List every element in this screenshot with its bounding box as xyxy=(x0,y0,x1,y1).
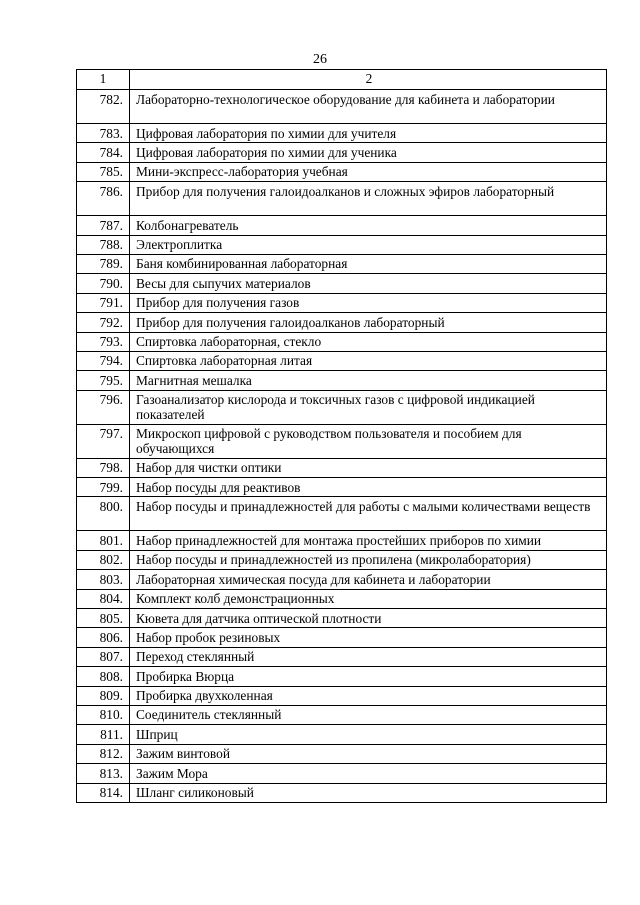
page-number: 26 xyxy=(313,52,327,67)
table-row xyxy=(77,783,607,802)
row-number: 798. xyxy=(77,458,130,477)
row-number: 810. xyxy=(77,705,130,724)
table-row xyxy=(77,351,607,370)
row-number: 788. xyxy=(77,235,130,254)
row-number: 794. xyxy=(77,351,130,370)
table-row xyxy=(77,531,607,550)
table-row xyxy=(77,725,607,744)
table-row xyxy=(77,90,607,124)
table-row xyxy=(77,124,607,143)
row-number: 805. xyxy=(77,609,130,628)
row-item-name: Набор принадлежностей для монтажа простейших приборов по химии xyxy=(130,531,607,550)
table-row xyxy=(77,254,607,273)
row-item-name: Набор посуды для реактивов xyxy=(130,478,607,497)
row-item-name: Лабораторно-технологическое оборудование для кабинета и лаборатории xyxy=(130,90,607,124)
row-item-name: Газоанализатор кислорода и токсичных газов с цифровой индикацией показателей xyxy=(130,390,607,424)
row-number: 812. xyxy=(77,744,130,763)
row-number: 787. xyxy=(77,216,130,235)
row-item-name: Кювета для датчика оптической плотности xyxy=(130,609,607,628)
row-number: 813. xyxy=(77,764,130,783)
row-item-name: Шприц xyxy=(130,725,607,744)
table-row xyxy=(77,313,607,332)
table-row xyxy=(77,143,607,162)
table-row xyxy=(77,478,607,497)
row-number: 799. xyxy=(77,478,130,497)
row-item-name: Соединитель стеклянный xyxy=(130,705,607,724)
table-row xyxy=(77,182,607,216)
table-row xyxy=(77,628,607,647)
row-item-name: Шланг силиконовый xyxy=(130,783,607,802)
row-number: 807. xyxy=(77,647,130,666)
table-row xyxy=(77,705,607,724)
table-row xyxy=(77,609,607,628)
row-number: 790. xyxy=(77,274,130,293)
row-number: 796. xyxy=(77,390,130,424)
table-row xyxy=(77,686,607,705)
table-row xyxy=(77,497,607,531)
row-item-name: Колбонагреватель xyxy=(130,216,607,235)
row-item-name: Комплект колб демонстрационных xyxy=(130,589,607,608)
row-item-name: Зажим Мора xyxy=(130,764,607,783)
table-row xyxy=(77,235,607,254)
table-row xyxy=(77,764,607,783)
row-item-name: Набор посуды и принадлежностей для работы с малыми количествами веществ xyxy=(130,497,607,531)
table-row xyxy=(77,647,607,666)
row-number: 782. xyxy=(77,90,130,124)
row-item-name: Электроплитка xyxy=(130,235,607,254)
row-number: 803. xyxy=(77,570,130,589)
row-item-name: Пробирка Вюрца xyxy=(130,667,607,686)
row-item-name: Лабораторная химическая посуда для кабинета и лаборатории xyxy=(130,570,607,589)
row-item-name: Прибор для получения галоидоалканов лабораторный xyxy=(130,313,607,332)
row-number: 795. xyxy=(77,371,130,390)
row-number: 792. xyxy=(77,313,130,332)
row-number: 793. xyxy=(77,332,130,351)
row-item-name: Набор для чистки оптики xyxy=(130,458,607,477)
row-number: 783. xyxy=(77,124,130,143)
table-row xyxy=(77,550,607,569)
row-number: 786. xyxy=(77,182,130,216)
row-item-name: Зажим винтовой xyxy=(130,744,607,763)
table-row xyxy=(77,293,607,312)
table-header-row xyxy=(77,70,607,90)
table-row xyxy=(77,162,607,181)
table-row xyxy=(77,570,607,589)
table-row xyxy=(77,458,607,477)
row-item-name: Набор пробок резиновых xyxy=(130,628,607,647)
table-row xyxy=(77,274,607,293)
row-item-name: Микроскоп цифровой с руководством пользователя и пособием для обучающихся xyxy=(130,424,607,458)
row-item-name: Цифровая лаборатория по химии для учителя xyxy=(130,124,607,143)
row-item-name: Весы для сыпучих материалов xyxy=(130,274,607,293)
row-number: 784. xyxy=(77,143,130,162)
row-item-name: Магнитная мешалка xyxy=(130,371,607,390)
equipment-table xyxy=(76,69,607,803)
row-number: 791. xyxy=(77,293,130,312)
header-col-2: 2 xyxy=(130,70,607,90)
row-number: 797. xyxy=(77,424,130,458)
table-row xyxy=(77,390,607,424)
header-col-1: 1 xyxy=(77,70,130,90)
row-item-name: Баня комбинированная лабораторная xyxy=(130,254,607,273)
row-number: 789. xyxy=(77,254,130,273)
row-item-name: Прибор для получения галоидоалканов и сложных эфиров лабораторный xyxy=(130,182,607,216)
row-item-name: Мини-экспресс-лаборатория учебная xyxy=(130,162,607,181)
row-item-name: Набор посуды и принадлежностей из пропилена (микролаборатория) xyxy=(130,550,607,569)
row-item-name: Цифровая лаборатория по химии для ученика xyxy=(130,143,607,162)
table-row xyxy=(77,744,607,763)
table-body xyxy=(77,70,607,803)
table-row xyxy=(77,589,607,608)
row-item-name: Переход стеклянный xyxy=(130,647,607,666)
table-row xyxy=(77,216,607,235)
row-item-name: Спиртовка лабораторная, стекло xyxy=(130,332,607,351)
row-number: 814. xyxy=(77,783,130,802)
row-number: 804. xyxy=(77,589,130,608)
row-number: 811. xyxy=(77,725,130,744)
table-row xyxy=(77,332,607,351)
row-number: 806. xyxy=(77,628,130,647)
table-row xyxy=(77,667,607,686)
row-number: 801. xyxy=(77,531,130,550)
row-number: 809. xyxy=(77,686,130,705)
table-row xyxy=(77,371,607,390)
row-number: 802. xyxy=(77,550,130,569)
row-number: 800. xyxy=(77,497,130,531)
row-item-name: Спиртовка лабораторная литая xyxy=(130,351,607,370)
row-item-name: Прибор для получения газов xyxy=(130,293,607,312)
row-number: 808. xyxy=(77,667,130,686)
row-item-name: Пробирка двухколенная xyxy=(130,686,607,705)
row-number: 785. xyxy=(77,162,130,181)
table-row xyxy=(77,424,607,458)
